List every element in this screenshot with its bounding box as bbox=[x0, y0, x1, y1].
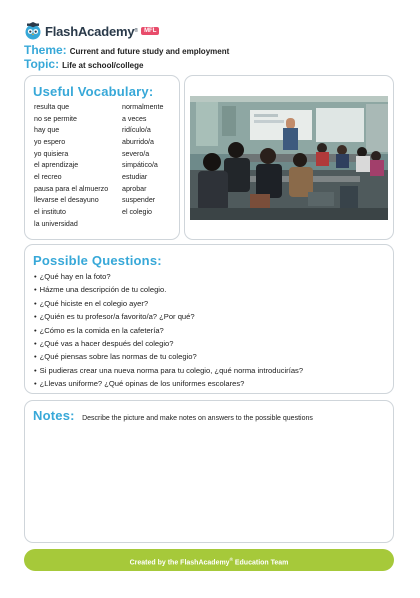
vocabulary-item: simpático/a bbox=[122, 161, 158, 170]
vocabulary-item: el instituto bbox=[34, 207, 66, 216]
vocabulary-item: resulta que bbox=[34, 103, 70, 111]
footer-banner bbox=[24, 549, 394, 571]
vocabulary-item: llevarse el desayuno bbox=[34, 196, 99, 205]
vocabulary-title: Useful Vocabulary: bbox=[33, 84, 154, 99]
vocabulary-item: yo espero bbox=[34, 137, 66, 146]
classroom-photo bbox=[190, 96, 388, 220]
vocabulary-item: ridículo/a bbox=[122, 126, 151, 135]
topic-label: Topic: bbox=[24, 57, 60, 71]
vocabulary-item: no se permite bbox=[34, 114, 77, 123]
theme-value: Current and future study and employment bbox=[69, 47, 230, 56]
question-item: • ¿Qué hay en la foto? bbox=[34, 270, 303, 283]
owl-mascot-icon bbox=[24, 22, 42, 40]
theme-line bbox=[24, 43, 229, 57]
vocabulary-item: normalmente bbox=[122, 103, 164, 111]
notes-title: Notes: bbox=[33, 408, 75, 423]
vocabulary-item: hay que bbox=[34, 126, 60, 135]
vocabulary-item: la universidad bbox=[34, 219, 78, 228]
questions-list bbox=[34, 270, 303, 391]
vocabulary-item: estudiar bbox=[122, 172, 148, 181]
mfl-badge: MFL bbox=[141, 27, 159, 35]
vocabulary-column-2 bbox=[122, 102, 163, 219]
topic-value: Life at school/college bbox=[62, 61, 144, 70]
footer-registered-mark: ® bbox=[229, 557, 233, 562]
footer-suffix: Education Team bbox=[232, 559, 289, 567]
vocabulary-column-1 bbox=[34, 102, 108, 230]
footer-prefix: Created by the FlashAcademy bbox=[129, 559, 230, 567]
vocabulary-item: pausa para el almuerzo bbox=[34, 184, 109, 193]
brand-name: FlashAcademy bbox=[45, 23, 135, 39]
question-item: • ¿Qué piensas sobre las normas de tu colegio? bbox=[34, 350, 303, 363]
question-item: • Házme una descripción de tu colegio. bbox=[34, 283, 303, 296]
vocabulary-item: yo quisiera bbox=[34, 149, 69, 158]
vocabulary-item: aburrido/a bbox=[122, 137, 154, 146]
vocabulary-item: el colegio bbox=[122, 207, 152, 216]
vocabulary-item: a veces bbox=[122, 114, 147, 123]
notes-header bbox=[33, 407, 313, 425]
question-item: • ¿Qué vas a hacer después del colegio? bbox=[34, 337, 303, 350]
vocabulary-item: el recreo bbox=[34, 172, 62, 181]
vocabulary-item: suspender bbox=[122, 196, 156, 205]
question-item: • Si pudieras crear una nueva norma para tu colegio, ¿qué norma introducirías? bbox=[34, 364, 303, 377]
theme-label: Theme: bbox=[24, 43, 67, 57]
question-item: • ¿Cómo es la comida en la cafetería? bbox=[34, 324, 303, 337]
vocabulary-item: aprobar bbox=[122, 184, 147, 193]
question-item: • ¿Quién es tu profesor/a favorito/a? ¿Por qué? bbox=[34, 310, 303, 323]
topic-line bbox=[24, 57, 143, 71]
brand-registered-mark: ® bbox=[134, 28, 139, 34]
question-item: • ¿Qué hiciste en el colegio ayer? bbox=[34, 297, 303, 310]
question-item: • ¿Llevas uniforme? ¿Qué opinas de los uniformes escolares? bbox=[34, 377, 303, 390]
questions-title: Possible Questions: bbox=[33, 253, 162, 268]
vocabulary-item: el aprendizaje bbox=[34, 161, 79, 170]
brand-logo bbox=[24, 22, 159, 40]
vocabulary-item: severo/a bbox=[122, 149, 150, 158]
notes-instruction: Describe the picture and make notes on answers to the possible questions bbox=[82, 415, 313, 422]
